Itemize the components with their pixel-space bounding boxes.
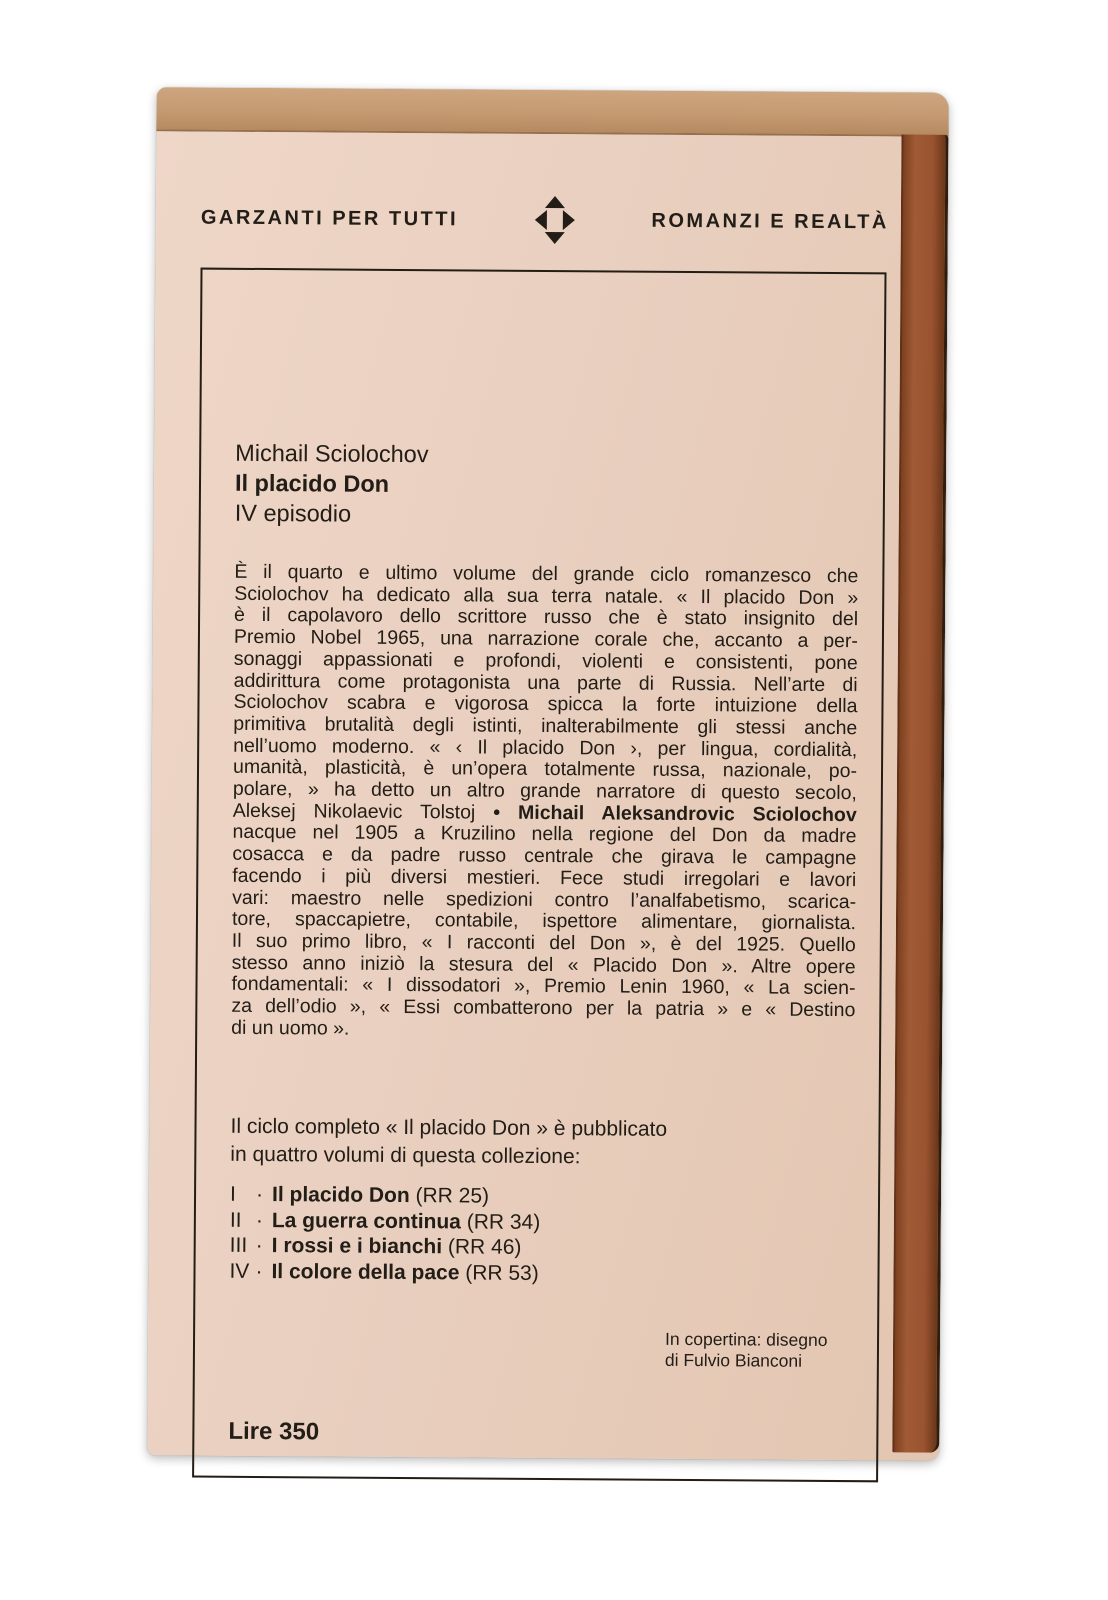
volume-row <box>230 1182 541 1210</box>
description-line: Premio Nobel 1965, una narrazione corale che, accanto a per- <box>233 625 859 653</box>
cover-face <box>147 131 901 1460</box>
episode-label: IV episodio <box>234 499 352 527</box>
volume-list <box>229 1182 540 1286</box>
description-line: nell’uomo moderno. « ‹ Il placido Don ›, per lingua, cordialità, <box>233 734 858 761</box>
cover-credit <box>665 1329 828 1372</box>
volume-separator: · <box>255 1208 263 1232</box>
description-line: tore, spaccapietre, contabile, ispettore alimentare, giornalista. <box>231 908 857 935</box>
description-line: primitiva brutalità degli istinti, inalterabilmente gli stessi anche <box>233 712 858 740</box>
description-line: stesso anno iniziò la stesura del « Placido Don ». Altre opere <box>231 951 856 978</box>
volume-title: La guerra continua <box>271 1208 467 1233</box>
publisher-series-name: GARZANTI PER TUTTI <box>200 206 459 230</box>
description-line: sonaggi appassionati e profondi, violenti e consistenti, pone <box>233 647 858 674</box>
content-box <box>192 268 886 1483</box>
cover-credit-line: In copertina: disegno <box>664 1328 828 1350</box>
author-name: Michail Sciolochov <box>235 439 429 468</box>
collection-name: ROMANZI E REALTÀ <box>651 209 889 233</box>
description-line: di un uomo ». <box>231 1016 350 1040</box>
volume-code: (RR 53) <box>465 1260 539 1285</box>
volume-numeral: I <box>229 1182 236 1206</box>
cover-credit-line: di Fulvio Bianconi <box>664 1349 803 1371</box>
description-line: za dell’odio », « Essi combatterono per la patria » e « Destino <box>231 994 856 1022</box>
diamond-arrows-icon <box>535 196 575 244</box>
price-label: Lire 350 <box>228 1417 320 1446</box>
description-line: È il quarto e ultimo volume del grande ciclo romanzesco che <box>234 560 859 588</box>
volume-row <box>230 1233 541 1261</box>
description-line: polare, » ha detto un altro grande narratore di questo secolo, <box>232 777 857 805</box>
description-line: Il suo primo libro, « I racconti del Don », è del 1925. Quello <box>231 929 856 957</box>
series-intro-line: Il ciclo completo « Il placido Don » è pubblicato <box>230 1114 668 1141</box>
description-line: Aleksej Nikolaevic Tolstoj • Michail Aleksandrovic Sciolochov <box>232 799 857 826</box>
description-line: umanità, plasticità, è un’opera totalmente russa, nazionale, po- <box>232 756 858 783</box>
description-line: Sciolochov ha dedicato alla sua terra natale. « Il placido Don » <box>234 582 859 609</box>
description-line: è il capolavoro dello scrittore russo che è stato insignito del <box>234 604 859 631</box>
description-line: facendo i più diversi mestieri. Fece studi irregolari e lavori <box>232 864 857 891</box>
description-line: fondamentali: « I dissodatori », Premio Lenin 1960, « La scien- <box>231 973 856 1000</box>
book-top-page-edge <box>156 87 948 137</box>
book-spine <box>892 134 948 1452</box>
volume-numeral: IV <box>229 1259 250 1283</box>
volume-row <box>229 1258 540 1286</box>
volume-code: (RR 46) <box>447 1235 522 1259</box>
volume-numeral: II <box>229 1208 242 1232</box>
description-line: nacque nel 1905 a Kruzilino nella regione del Don da madre <box>232 821 857 848</box>
volume-code: (RR 25) <box>415 1184 490 1208</box>
volume-separator: · <box>255 1259 263 1283</box>
volume-row <box>230 1207 541 1235</box>
book-title: Il placido Don <box>234 469 390 497</box>
description-line: cosacca e da padre russo centrale che girava le campagne <box>232 842 857 870</box>
volume-separator: · <box>255 1233 263 1258</box>
volume-title: I rossi e i bianchi <box>271 1234 449 1259</box>
book-back-cover <box>147 87 949 1460</box>
volume-separator: · <box>255 1182 264 1207</box>
volume-numeral: III <box>229 1233 248 1257</box>
volume-code: (RR 34) <box>466 1209 541 1234</box>
description <box>231 562 858 1044</box>
series-intro-line: in quattro volumi di questa collezione: <box>230 1142 581 1168</box>
description-line: Sciolochov scabra e vigorosa spicca la forte intuizione della <box>233 691 858 718</box>
title-block <box>235 438 429 529</box>
series-intro <box>230 1113 667 1171</box>
description-line: vari: maestro nelle spedizioni contro l’analfabetismo, scarica- <box>232 886 857 913</box>
description-line: addirittura come protagonista una parte di Russia. Nell’arte di <box>233 669 858 696</box>
volume-title: Il placido Don <box>271 1183 416 1208</box>
collection-header <box>201 194 889 247</box>
volume-title: Il colore della pace <box>271 1259 466 1284</box>
